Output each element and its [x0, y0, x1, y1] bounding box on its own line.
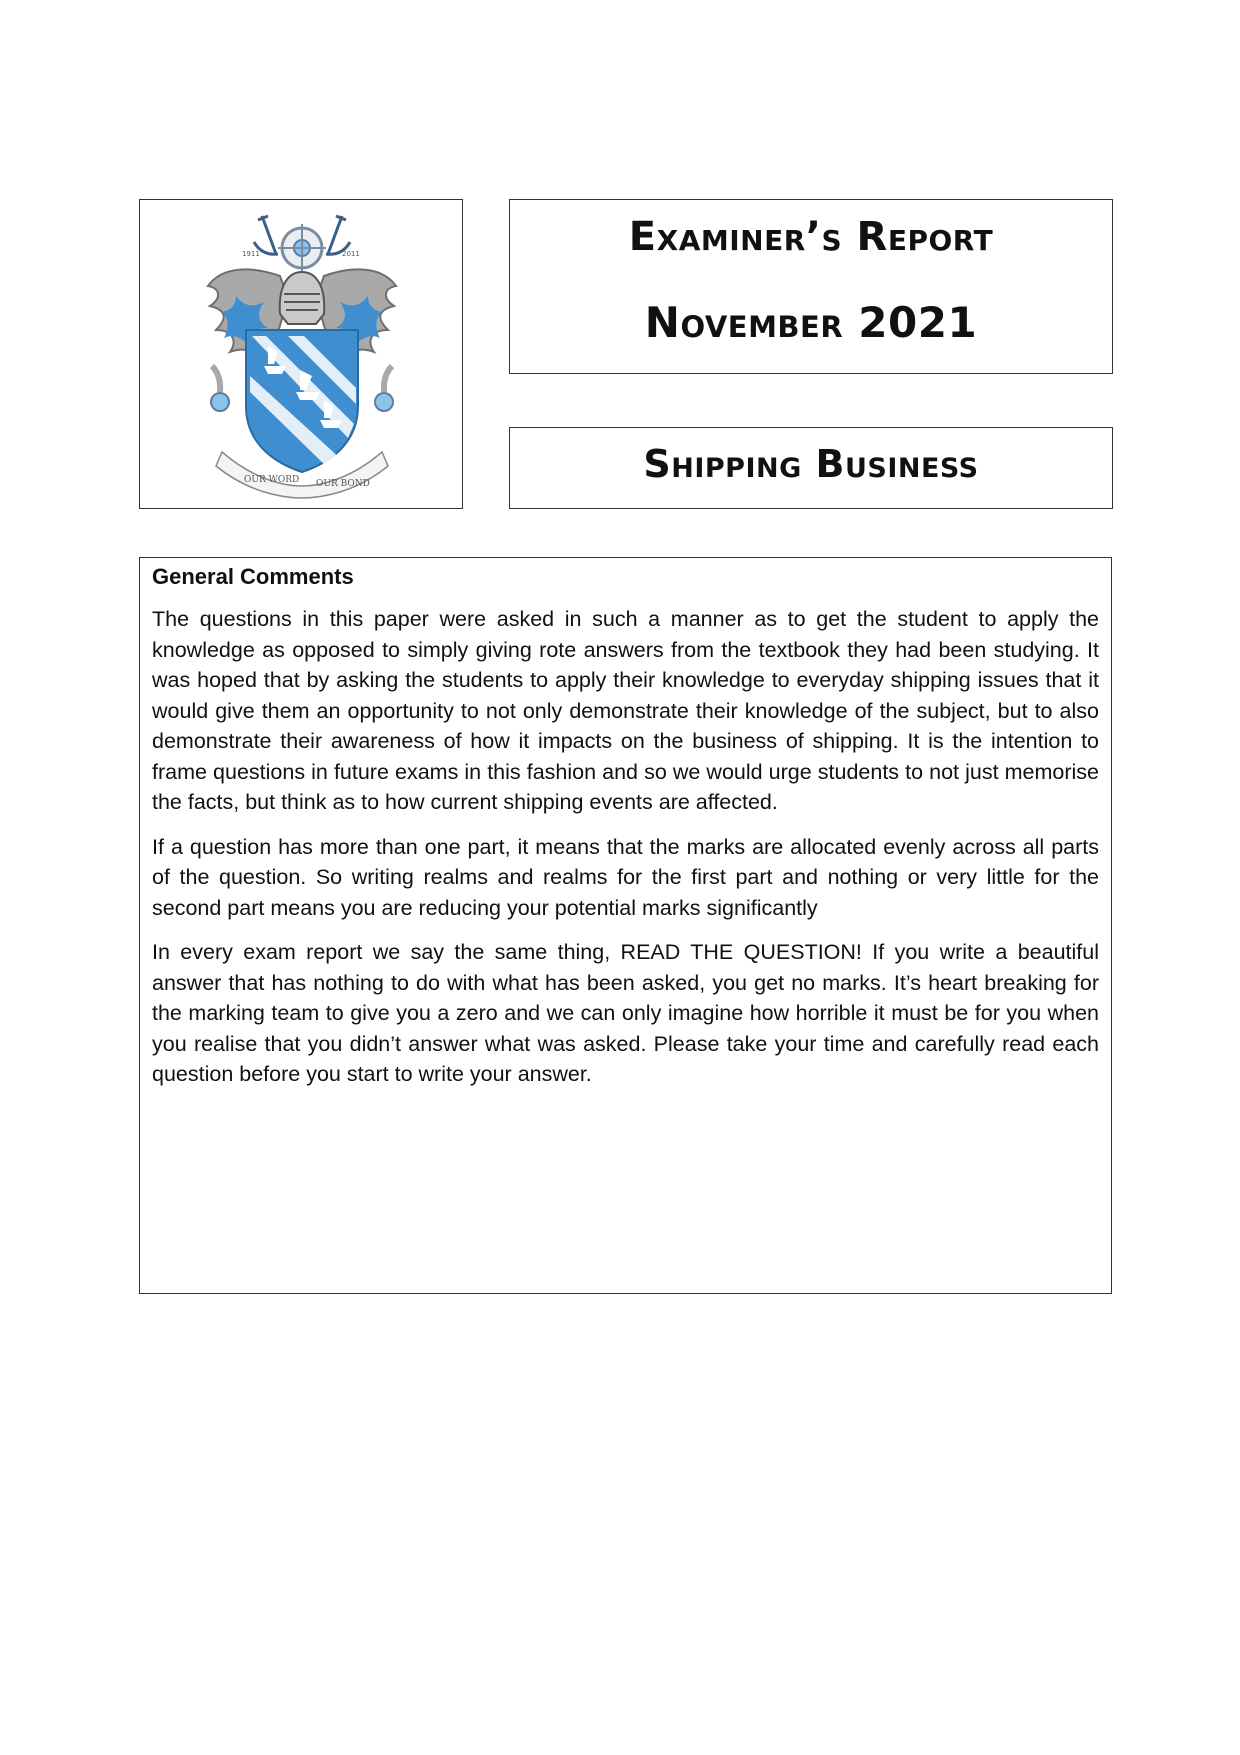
- crest-year-right: 2011: [342, 250, 360, 258]
- right-ornament: [375, 393, 393, 411]
- institute-coat-of-arms-icon: [192, 206, 412, 502]
- logo-box: [139, 199, 463, 509]
- motto-left: OUR WORD: [244, 475, 300, 485]
- general-comments-body: [152, 604, 1099, 1104]
- anchor-right-icon: [326, 216, 350, 254]
- subject-box: [509, 427, 1113, 509]
- comment-paragraph: The questions in this paper were asked in such a manner as to get the student to apply the knowledge as opposed to simply giving rote answers from the textbook they had been studying. It was hoped that by asking the students to apply their knowledge to everyday shipping issues that it would give them an opportunity to not only demonstrate their knowledge of the subject, but to also demonstrate their awareness of how it impacts on the business of shipping. It is the intention to frame questions in future exams in this fashion and so we would urge students to not just memorise the facts, but think as to how current shipping events are affected.: [152, 607, 1099, 814]
- crest-year-left: 1911: [242, 250, 260, 258]
- motto-right: OUR BOND: [316, 479, 370, 489]
- report-title-box: [509, 199, 1113, 374]
- comment-paragraph: If a question has more than one part, it means that the marks are allocated evenly across all parts of the question. So writing realms and realms for the first part and nothing or very little for the second part means you are reducing your potential marks significantly: [152, 834, 1099, 920]
- ship-wheel-icon: [278, 224, 326, 272]
- general-comments-heading: General Comments: [152, 564, 354, 589]
- comment-paragraph: In every exam report we say the same thing, READ THE QUESTION! If you write a beautiful answer that has nothing to do with what has been asked, you get no marks. It’s heart breaking for the marking team to give you a zero and we can only imagine how horrible it must be for you when you realise that you didn’t answer what was asked. Please take your time and carefully read each question before you start to write your answer.: [152, 940, 1099, 1086]
- anchor-left-icon: [254, 216, 278, 254]
- left-ornament: [211, 393, 229, 411]
- subject-title: Shipping Business: [643, 442, 979, 486]
- general-comments-box: [139, 557, 1112, 1294]
- shield-icon: [246, 330, 358, 472]
- helmet-icon: [280, 272, 325, 324]
- report-date: November 2021: [644, 298, 978, 347]
- report-title: Examiner’s Report: [628, 214, 994, 260]
